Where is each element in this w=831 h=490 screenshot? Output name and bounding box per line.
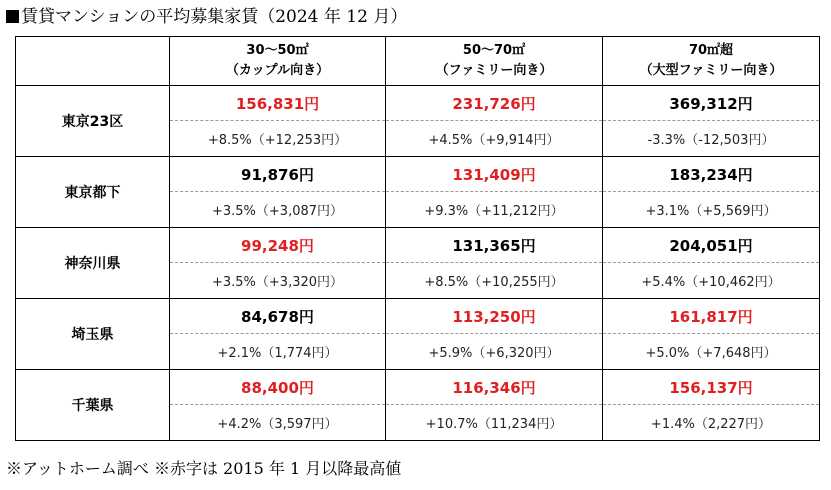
- header-row: [16, 37, 820, 86]
- change-cell: +10.7%（11,234円）: [386, 405, 603, 441]
- price-cell: 113,250円: [386, 299, 603, 334]
- change-cell: +3.1%（+5,569円）: [603, 192, 820, 228]
- area-label: 東京都下: [16, 157, 170, 228]
- column-type: （カップル向き）: [225, 63, 330, 78]
- area-label: 千葉県: [16, 370, 170, 441]
- rent-table: [15, 36, 820, 441]
- change-cell: +4.2%（3,597円）: [170, 405, 386, 441]
- price-cell: 131,409円: [386, 157, 603, 192]
- table-row: [16, 86, 820, 121]
- page-title: [6, 5, 407, 29]
- table-row: [16, 370, 820, 405]
- column-size: 50〜70㎡: [462, 43, 526, 58]
- footnote: ※アットホーム調べ ※赤字は 2015 年 1 月以降最高値: [6, 459, 402, 478]
- price-cell: 231,726円: [386, 86, 603, 121]
- change-cell: +8.5%（+12,253円）: [170, 121, 386, 157]
- title-text: 賃貸マンションの平均募集家賃（2024 年 12 月）: [21, 7, 408, 27]
- price-cell: 204,051円: [603, 228, 820, 263]
- price-cell: 369,312円: [603, 86, 820, 121]
- square-bullet-icon: [6, 10, 19, 23]
- price-cell: 131,365円: [386, 228, 603, 263]
- change-cell: +5.4%（+10,462円）: [603, 263, 820, 299]
- column-header: [170, 37, 386, 86]
- column-header: [603, 37, 820, 86]
- price-cell: 88,400円: [170, 370, 386, 405]
- price-cell: 91,876円: [170, 157, 386, 192]
- change-cell: +8.5%（+10,255円）: [386, 263, 603, 299]
- change-cell: +5.9%（+6,320円）: [386, 334, 603, 370]
- column-type: （ファミリー向き）: [435, 63, 553, 78]
- change-cell: +2.1%（1,774円）: [170, 334, 386, 370]
- area-label: 埼玉県: [16, 299, 170, 370]
- column-size: 30〜50㎡: [246, 43, 309, 58]
- table-row: [16, 157, 820, 192]
- price-cell: 161,817円: [603, 299, 820, 334]
- column-header: [386, 37, 603, 86]
- area-label: 神奈川県: [16, 228, 170, 299]
- corner-cell: [16, 37, 170, 86]
- column-size: 70㎡超: [688, 43, 734, 58]
- change-cell: +1.4%（2,227円）: [603, 405, 820, 441]
- price-cell: 84,678円: [170, 299, 386, 334]
- column-type: （大型ファミリー向き）: [639, 63, 783, 78]
- price-cell: 183,234円: [603, 157, 820, 192]
- price-cell: 156,831円: [170, 86, 386, 121]
- table-row: [16, 228, 820, 263]
- area-label: 東京23区: [16, 86, 170, 157]
- price-cell: 99,248円: [170, 228, 386, 263]
- price-cell: 156,137円: [603, 370, 820, 405]
- change-cell: +3.5%（+3,087円）: [170, 192, 386, 228]
- change-cell: -3.3%（-12,503円）: [603, 121, 820, 157]
- price-cell: 116,346円: [386, 370, 603, 405]
- table-row: [16, 299, 820, 334]
- change-cell: +4.5%（+9,914円）: [386, 121, 603, 157]
- change-cell: +3.5%（+3,320円）: [170, 263, 386, 299]
- change-cell: +9.3%（+11,212円）: [386, 192, 603, 228]
- change-cell: +5.0%（+7,648円）: [603, 334, 820, 370]
